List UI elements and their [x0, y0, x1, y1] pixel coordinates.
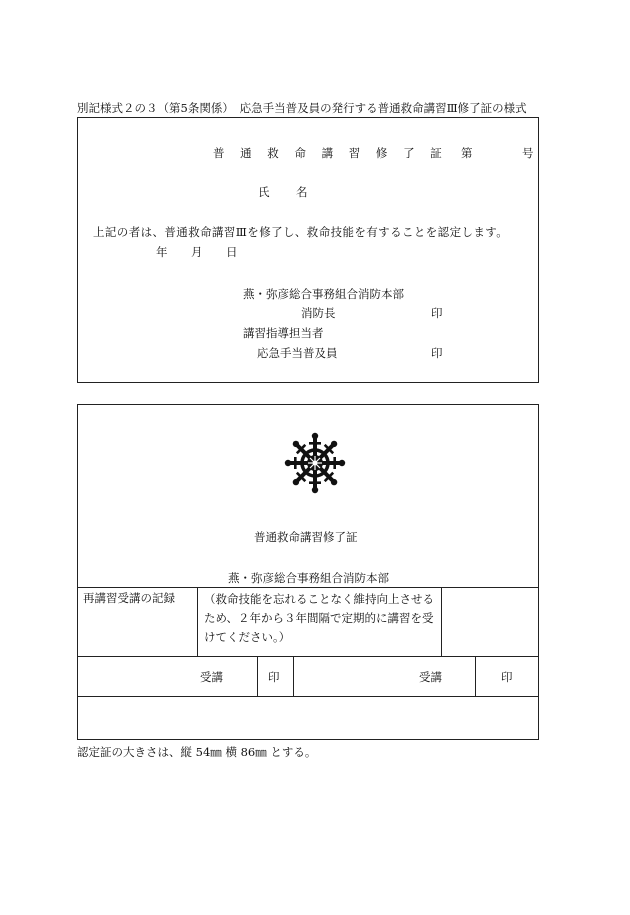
back-title: 普通救命講習修了証 [254, 530, 358, 544]
date-day: 日 [226, 245, 238, 259]
number-suffix: 号 [522, 146, 534, 160]
retraining-record-label: 再講習受講の記録 [83, 591, 175, 605]
size-note: 認定証の大きさは、縦 54㎜ 横 86㎜ とする。 [77, 745, 317, 759]
table-divider [257, 656, 258, 696]
table-top-rule [77, 587, 539, 588]
chief-seal-mark: 印 [431, 306, 443, 320]
front-title: 普 通 救 命 講 習 修 了 証 [213, 146, 448, 160]
name-label-shi: 氏 [258, 185, 270, 199]
retraining-note: （救命技能を忘れることなく維持向上させるため、２年から３年間隔で定期的に講習を受けてください。） [204, 592, 434, 644]
table-divider [197, 587, 198, 656]
table-divider [441, 587, 442, 656]
instructor-seal-mark: 印 [431, 346, 443, 360]
attendance-seal: 印 [268, 670, 280, 684]
instructor-label: 講習指導担当者 [243, 326, 324, 340]
table-rule [77, 696, 539, 697]
table-divider [293, 656, 294, 696]
certification-text: 上記の者は、普通救命講習Ⅲを修了し、救命技能を有することを認定します。 [93, 225, 509, 239]
issuer-org: 燕・弥彦総合事務組合消防本部 [243, 287, 404, 301]
date-month: 月 [191, 245, 203, 259]
date-year: 年 [156, 245, 168, 259]
attendance-label: 受講 [419, 670, 442, 684]
number-prefix: 第 [461, 146, 473, 160]
attendance-seal: 印 [501, 670, 513, 684]
form-caption: 別記様式２の３（第5条関係） 応急手当普及員の発行する普通救命講習Ⅲ修了証の様式 [77, 101, 527, 115]
table-rule [77, 656, 539, 657]
back-issuer-org: 燕・弥彦総合事務組合消防本部 [228, 571, 389, 585]
attendance-label: 受講 [200, 670, 223, 684]
fire-chief-label: 消防長 [301, 306, 336, 320]
fire-department-emblem-icon [284, 432, 346, 494]
table-divider [475, 656, 476, 696]
instructor-title: 応急手当普及員 [257, 346, 338, 360]
name-label-mei: 名 [296, 185, 308, 199]
